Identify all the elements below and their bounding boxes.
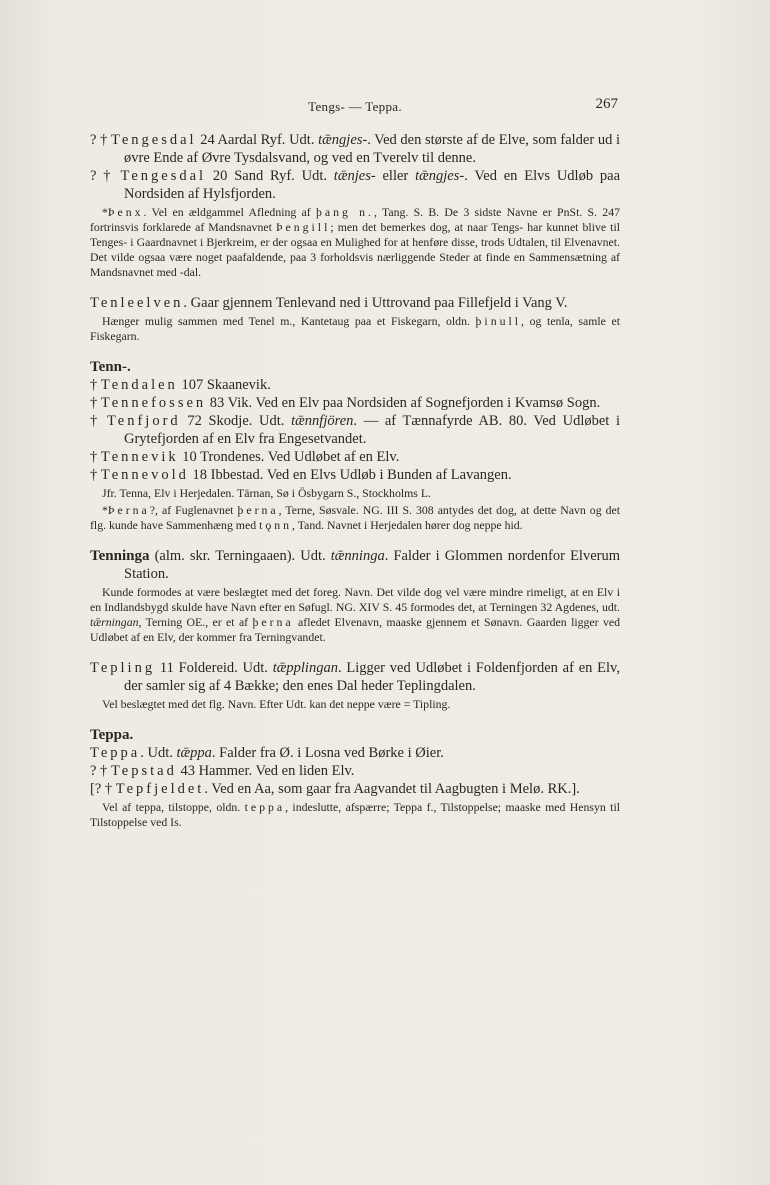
note-spaced: Þengill	[275, 220, 331, 234]
entry-prefix: †	[90, 449, 101, 465]
entry-prefix: †	[90, 395, 101, 411]
entry-name: Tepling	[90, 660, 156, 676]
page-number: 267	[595, 96, 618, 112]
entry-name: Tennefossen	[100, 395, 207, 411]
note-text: afledet Elvenavn, maaske gjennem et Sønavn. Gaarden ligger ved Udløbet af en Elv, der kommer fra Terningvandet.	[90, 615, 620, 644]
entry-prefix: [? †	[90, 781, 116, 797]
note-spaced: teppa	[244, 800, 286, 814]
note-text: *	[102, 205, 108, 219]
note-text: ?, af Fuglenavnet	[149, 503, 238, 517]
note-text: , Terne, Søsvale. NG. III S. 308 antydes det dog, at dette Navn og det flg. kunde have Sammenhæng med	[90, 503, 621, 532]
entry-text: . Udt.	[140, 745, 177, 761]
entry-text: . Ved en Elvs Udløb paa Nordsiden af Hylsfjorden.	[124, 168, 621, 202]
entry-tendalen	[90, 376, 620, 394]
entry-tennefossen	[90, 394, 620, 412]
entry-tenninga	[90, 547, 620, 583]
entry-prefix: †	[90, 467, 101, 483]
entry-prefix: ? †	[90, 168, 121, 184]
note-text: , og tenla, samle et Fiskegarn.	[90, 314, 621, 343]
entry-name: Tenleelven	[90, 295, 184, 311]
note-spaced: þinull	[475, 314, 522, 328]
note-tenleelven	[90, 314, 620, 344]
note-text: , Terning OE., er et af	[138, 615, 253, 629]
pronunciation: tǣnnfjören	[291, 413, 354, 429]
entry-tepfjeldet	[90, 780, 620, 798]
note-spaced: þerna	[252, 615, 294, 629]
running-title: Tengs- — Teppa.	[308, 99, 402, 114]
entry-name: Tennevik	[100, 449, 179, 465]
note-text: Vel beslægtet med det flg. Navn. Efter Udt. kan det neppe være = Tipling.	[102, 697, 451, 711]
section-heading-tenn: Tenn-.	[90, 359, 131, 375]
entry-tepling	[90, 659, 620, 695]
section-heading-teppa: Teppa.	[90, 727, 134, 743]
entry-text: . Falder i Glommen nordenfor Elverum Station.	[124, 548, 620, 582]
entry-text: (alm. skr. Terningaaen). Udt.	[149, 548, 331, 564]
note-tengesdal	[90, 205, 620, 280]
note-tepling	[90, 697, 620, 712]
note-spaced: tǫnn	[259, 518, 293, 532]
note-text: Hænger mulig sammen med Tenel m., Kantetaug paa et Fiskegarn, oldn.	[102, 314, 476, 328]
running-header	[90, 96, 620, 120]
entry-tenleelven	[90, 294, 620, 312]
entry-text: 43 Hammer. Ved en liden Elv.	[176, 763, 355, 779]
entry-prefix: †	[90, 413, 107, 429]
entry-tenfjord	[90, 412, 620, 448]
pronunciation: tǣnninga	[330, 548, 385, 564]
note-tenninga	[90, 585, 620, 645]
entry-tennevold	[90, 466, 620, 484]
pronunciation: tǣppa	[176, 745, 212, 761]
entry-tengesdal-sand	[90, 167, 620, 203]
entry-name: Tengesdal	[110, 132, 197, 148]
note-tenna	[90, 486, 620, 501]
entry-name: Tengesdal	[120, 168, 207, 184]
entry-name: Teppa	[90, 745, 141, 761]
note-text: , Tang. S. B. De 3 sidste Navne er PnSt. S. 247 fortrinsvis forklarede af Mandsnavnet	[90, 205, 620, 234]
note-spaced: Þenx	[107, 205, 144, 219]
entry-text: . Ved en Aa, som gaar fra Aagvandet til Aagbugten i Melø. RK.].	[204, 781, 580, 797]
entry-text: 20 Sand Ryf. Udt.	[206, 168, 334, 184]
entry-tengesdal-aardal	[90, 131, 620, 167]
entry-name: Tendalen	[100, 377, 178, 393]
entry-text: . Gaar gjennem Tenlevand ned i Uttrovand paa Fillefjeld i Vang V.	[183, 295, 568, 311]
entry-text: 18 Ibbestad. Ved en Elvs Udløb i Bunden af Lavangen.	[188, 467, 512, 483]
note-text: Jfr. Tenna, Elv i Herjedalen. Tärnan, Sø i Ösbygarn S., Stockholms L.	[102, 486, 431, 500]
entry-text: . Ligger ved Udløbet i Foldenfjorden af en Elv, der samler sig af 4 Bække; den enes Dal heder Teplingdalen.	[124, 660, 620, 694]
note-spaced: þang n.	[315, 205, 374, 219]
entry-text: 107 Skaanevik.	[177, 377, 271, 393]
entry-prefix: ? †	[90, 132, 111, 148]
entry-text: 10 Trondenes. Ved Udløbet af en Elv.	[178, 449, 400, 465]
entry-name: Tepfjeldet	[115, 781, 205, 797]
entry-tennevik	[90, 448, 620, 466]
note-text: ; men det bemerkes dog, at naar Tengs- har kunnet blive til Tenges- i Gaardnavnet i Bjerkreim, er der ogsaa en Mulighed for at henføre disse, trods Udtalen, til Elvenavnet. Det vilde ogsaa være noget paafaldende, paa 3 forholdsvis nærliggende Steder at finde en Sammensætning af Mandsnavnet med -dal.	[90, 220, 621, 279]
entry-text: . Ved den største af de Elve, som falder ud i øvre Ende af Øvre Tysdalsvand, og ved en Tverelv til denne.	[124, 132, 620, 166]
entry-text: . — af Tænnafyrde AB. 80. Ved Udløbet i Grytefjorden af en Elv fra Engesetvandet.	[124, 413, 621, 447]
note-text: , indeslutte, afspærre; Teppa f., Tilstoppelse; maaske med Hensyn til Tilstoppelse ved Is.	[90, 800, 620, 829]
entry-text: 72 Skodje. Udt.	[180, 413, 292, 429]
pronunciation: tǣrningan	[90, 615, 139, 629]
entry-text: . Falder fra Ø. i Losna ved Børke i Øier.	[211, 745, 444, 761]
pronunciation: tǣngjes-	[415, 168, 465, 184]
note-therna	[90, 503, 620, 533]
entry-text: 11 Foldereid. Udt.	[155, 660, 273, 676]
entry-name: Tennevold	[100, 467, 189, 483]
entry-text: 83 Vik. Ved en Elv paa Nordsiden af Sognefjorden i Kvamsø Sogn.	[206, 395, 601, 411]
entry-tepstad	[90, 762, 620, 780]
note-text: , Tand. Navnet i Herjedalen hører dog neppe hid.	[292, 518, 523, 532]
page-body	[90, 131, 620, 830]
entry-prefix: ? †	[90, 763, 111, 779]
note-text: *	[102, 503, 108, 517]
entry-name: Tenfjord	[106, 413, 181, 429]
note-teppa	[90, 800, 620, 830]
note-text: Vel af teppa, tilstoppe, oldn.	[102, 800, 245, 814]
note-spaced: Þerna	[107, 503, 150, 517]
pronunciation: tǣpplingan	[272, 660, 338, 676]
entry-teppa	[90, 744, 620, 762]
entry-prefix: †	[90, 377, 101, 393]
entry-text: 24 Aardal Ryf. Udt.	[196, 132, 319, 148]
pronunciation: tǣngjes-	[318, 132, 368, 148]
entry-name: Tenninga	[90, 548, 150, 564]
entry-text: eller	[375, 168, 416, 184]
pronunciation: tǣnjes-	[333, 168, 376, 184]
note-text: . Vel en ældgammel Afledning af	[143, 205, 316, 219]
note-text: Kunde formodes at være beslægtet med det foreg. Navn. Det vilde dog vel være mindre rimeligt, at en Elv i en Indlandsbygd skulde have Navn efter en Søfugl. NG. XIV S. 45 formodes det, at Terningen 32 Agdenes, udt.	[90, 585, 620, 614]
entry-name: Tepstad	[110, 763, 177, 779]
note-spaced: þerna	[237, 503, 279, 517]
